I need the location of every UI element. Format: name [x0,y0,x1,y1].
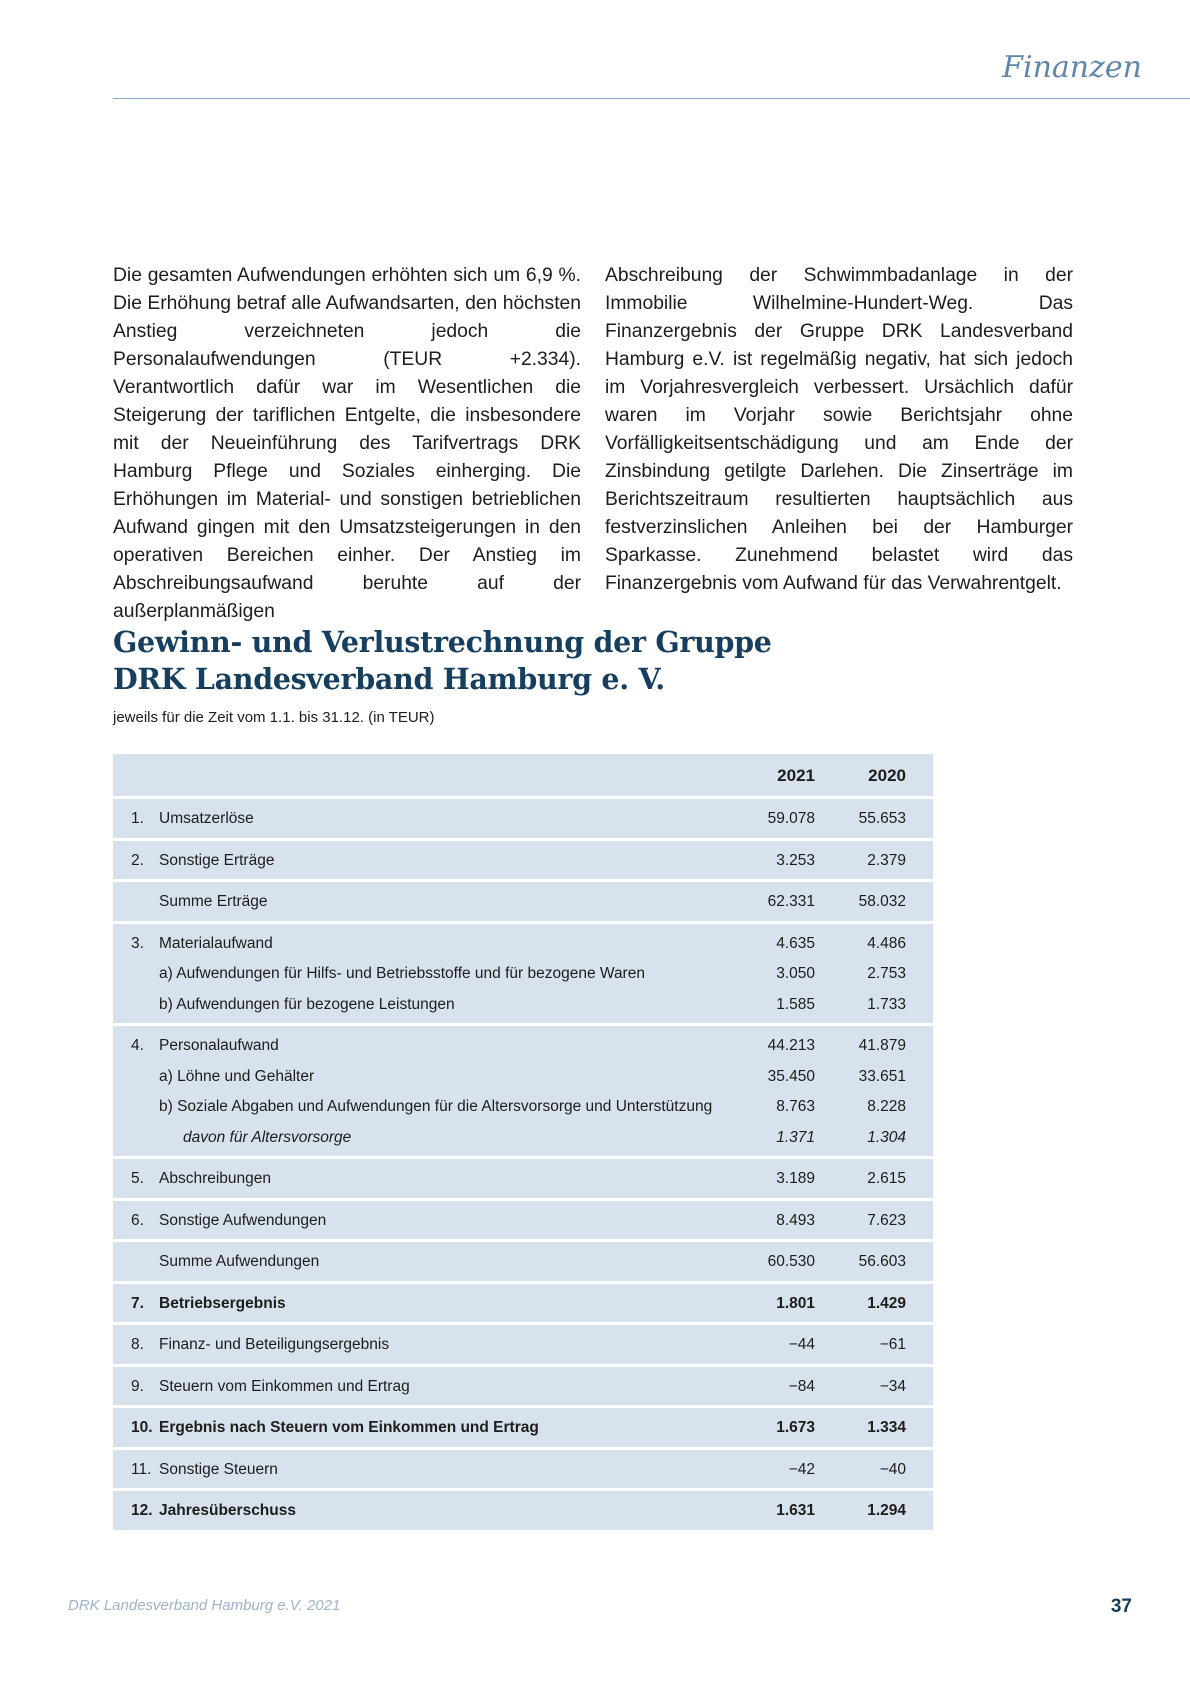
table-row-group [113,882,933,921]
row-label: Summe Aufwendungen [159,1253,320,1270]
value-2020: 1.733 [867,995,906,1013]
table-row [113,882,933,921]
value-2021: 1.585 [776,995,815,1013]
table-row-group [113,1408,933,1447]
header-divider [113,98,1190,99]
row-number: 6. [131,1211,144,1229]
table-row-group [113,1367,933,1406]
row-label: a) Aufwendungen für Hilfs- und Betriebsstoffe und für bezogene Waren [159,965,645,982]
value-2021: −42 [788,1460,815,1478]
value-2020: 41.879 [858,1037,906,1054]
table-row [113,1367,933,1406]
income-statement-table [113,754,933,1533]
value-2020: 2.615 [867,1170,906,1187]
row-number: 8. [131,1336,144,1353]
section-title: Finanzen [1002,50,1142,85]
row-label: Betriebsergebnis [159,1294,286,1312]
row-label: Steuern vom Einkommen und Ertrag [159,1377,410,1395]
value-2020: 33.651 [858,1067,906,1085]
table-row [113,1092,933,1123]
statement-title [113,624,772,698]
value-2020: 56.603 [858,1253,906,1270]
value-2020: 2.753 [867,965,906,982]
table-row [113,1284,933,1323]
row-label: Ergebnis nach Steuern vom Einkommen und Ertrag [159,1419,539,1436]
table-row-group [113,1201,933,1240]
table-row-group [113,924,933,1024]
table-row-group [113,1450,933,1489]
row-label: Materialaufwand [159,934,273,952]
value-2021: 1.673 [776,1419,815,1436]
value-2021: 1.631 [776,1502,815,1519]
value-2020: 1.334 [867,1419,906,1436]
value-2021: 59.078 [767,810,815,827]
value-2020: 1.304 [867,1128,906,1146]
value-2020: 8.228 [867,1098,906,1115]
table-row [113,1450,933,1489]
table-row-group [113,1491,933,1530]
value-2020: 7.623 [867,1211,906,1229]
row-number: 5. [131,1170,144,1187]
value-2020: −34 [879,1377,906,1395]
row-label: Sonstige Steuern [159,1460,278,1478]
row-label: Jahresüberschuss [159,1502,296,1519]
value-2020: −61 [879,1336,906,1353]
value-2020: 2.379 [867,851,906,869]
row-label: davon für Altersvorsorge [183,1128,352,1146]
row-number: 11. [131,1460,152,1478]
value-2021: 44.213 [767,1037,815,1054]
row-number: 7. [131,1294,144,1312]
table-row-group [113,1284,933,1323]
value-2020: 1.429 [867,1294,906,1312]
body-text-left-column: Die gesamten Aufwendungen erhöhten sich um 6,9 %. Die Erhöhung betraf alle Aufwandsarten, den höchsten Anstieg verzeichneten jedoch die Personalaufwendungen (TEUR +2.334). Verantwortlich dafür war im Wesentlichen die Steigerung der tariflichen Entgelte, die insbesondere mit der Neueinführung des Tarifvertrags DRK Hamburg Pflege und Soziales einherging. Die Erhöhungen im Material- und sonstigen betrieblichen Aufwand gingen mit den Umsatzsteigerungen in den operativen Bereichen einher. Der Anstieg im Abschreibungsaufwand beruhte auf der außerplanmäßigen [113,265,581,622]
value-2021: 62.331 [767,893,815,910]
value-2020: 4.486 [867,934,906,952]
table-row [113,1031,933,1062]
value-2021: 1.801 [776,1294,815,1312]
table-row-group [113,1026,933,1156]
table-row [113,1408,933,1447]
table-row [113,1325,933,1364]
table-row [113,1062,933,1093]
value-2021: 8.763 [776,1098,815,1115]
value-2021: 8.493 [776,1211,815,1229]
row-label: Personalaufwand [159,1037,279,1054]
value-2021: 3.253 [776,851,815,869]
value-2020: 55.653 [858,810,906,827]
row-number: 12. [131,1502,153,1519]
statement-title-line-2: DRK Landesverband Hamburg e. V. [113,662,665,696]
value-2021: 35.450 [767,1067,815,1085]
value-2021: −84 [788,1377,815,1395]
table-row [113,1242,933,1281]
value-2021: 60.530 [767,1253,815,1270]
table-row-group [113,1159,933,1198]
table-row [113,990,933,1021]
value-2021: 4.635 [776,934,815,952]
row-label: Abschreibungen [159,1170,272,1187]
row-number: 10. [131,1419,153,1436]
row-number: 1. [131,810,144,827]
value-2020: 58.032 [858,893,906,910]
table-row-group [113,841,933,880]
footer-publisher: DRK Landesverband Hamburg e.V. 2021 [68,1597,341,1614]
value-2020: −40 [879,1460,906,1478]
table-row [113,1159,933,1198]
row-label: Umsatzerlöse [159,810,254,827]
row-number: 3. [131,934,144,952]
table-row-group [113,799,933,838]
row-label: Finanz- und Beteiligungsergebnis [159,1336,390,1353]
statement-title-line-1: Gewinn- und Verlustrechnung der Gruppe [113,625,772,659]
table-row [113,929,933,960]
table-row-group [113,1242,933,1281]
table-row [113,799,933,838]
row-number: 4. [131,1037,144,1054]
column-header-2021: 2021 [777,766,815,785]
value-2021: 1.371 [776,1128,815,1146]
body-text-right-column: Abschreibung der Schwimmbadanlage in der Immobilie Wilhelmine-Hundert-Weg. Das Finanzergebnis der Gruppe DRK Landesverband Hamburg e.V. ist regelmäßig negativ, hat sich jedoch im Vorjahresvergleich verbessert. Ursächlich dafür waren im Vorjahr sowie Berichtsjahr ohne Vorfälligkeitsentschädigung und am Ende der Zinsbindung getilgte Darlehen. Die Zinserträge im Berichtszeitraum resultierten hauptsächlich aus festverzinslichen Anleihen bei der Hamburger Sparkasse. Zunehmend belastet wird das Finanzergebnis vom Aufwand für das Verwahrentgelt. [605,265,1073,594]
table-header-row [113,754,933,796]
table-row-group [113,1325,933,1364]
table-row [113,1201,933,1240]
row-label: Sonstige Aufwendungen [159,1211,327,1229]
value-2021: 3.050 [776,965,815,982]
row-label: a) Löhne und Gehälter [159,1067,315,1085]
table-row [113,959,933,990]
row-label: Sonstige Erträge [159,851,275,869]
statement-subtitle: jeweils für die Zeit vom 1.1. bis 31.12. (in TEUR) [113,709,435,726]
value-2021: −44 [788,1336,815,1353]
row-number: 2. [131,851,144,869]
row-label: Summe Erträge [159,893,268,910]
row-label: b) Soziale Abgaben und Aufwendungen für die Altersvorsorge und Unterstützung [159,1098,713,1115]
row-number: 9. [131,1377,144,1395]
value-2021: 3.189 [776,1170,815,1187]
column-header-2020: 2020 [868,766,906,785]
row-label: b) Aufwendungen für bezogene Leistungen [159,995,455,1013]
page-number: 37 [1110,1596,1132,1617]
table-row [113,841,933,880]
value-2020: 1.294 [867,1502,906,1519]
table-row [113,1123,933,1154]
table-row [113,1491,933,1530]
